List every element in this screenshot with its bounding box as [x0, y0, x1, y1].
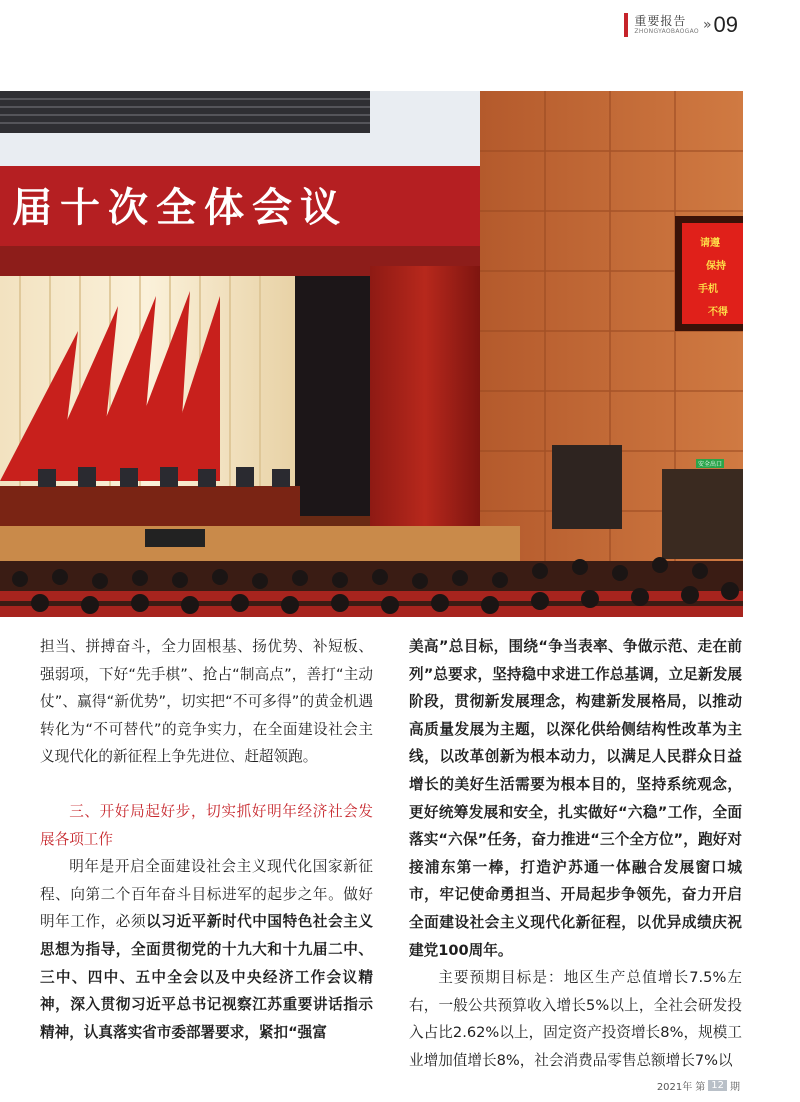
footer-year: 2021年	[656, 1082, 693, 1093]
paragraph	[40, 853, 373, 1046]
section-title: 重要报告	[634, 14, 687, 28]
page-footer	[657, 1078, 740, 1093]
exit-sign: 安全出口	[698, 461, 723, 468]
section-pinyin: ZHONGYAOBAOGAO	[634, 28, 699, 35]
screen-line-2: 保持	[706, 261, 726, 272]
screen-line-1: 请遵	[700, 238, 720, 249]
screen-line-3: 手机	[698, 284, 718, 295]
banner-text: 届十次全体会议	[12, 185, 348, 231]
paragraph: 主要预期目标是：地区生产总值增长7.5%左右，一般公共预算收入增长5%以上，全社会研发投入占比2.62%以上，固定资产投资增长8%，规模工业增加值增长8%，社会消费品零售总额增长7%以	[409, 969, 742, 1069]
issue-number: 12	[708, 1080, 727, 1091]
paragraph-bold-text: 以习近平新时代中国特色社会主义思想为指导，全面贯彻党的十九大和十九届二中、三中、四中、五中全会以及中央经济工作会议精神，深入贯彻习近平总书记视察江苏重要讲话指示精神，认真落实省市委部署要求，紧扣“强富	[40, 913, 373, 1041]
double-chevron-icon: »	[702, 17, 712, 33]
section-heading: 三、开好局起好步，切实抓好明年经济社会发展各项工作	[40, 802, 373, 848]
paragraph-text: 明年是开启全面建设社会主义现代化国家新征程、向第二个百年奋斗目标进军的起步之年。做好明年工作，必须	[40, 858, 373, 931]
page-header	[624, 10, 738, 40]
footer-qi: 期	[730, 1082, 740, 1093]
footer-di: 第	[695, 1082, 706, 1093]
page-number: 09	[713, 12, 738, 37]
text-column-left	[40, 633, 373, 1046]
paragraph: 美高”总目标，围绕“争当表率、争做示范、走在前列”总要求，坚持稳中求进工作总基调，立足新发展阶段，贯彻新发展理念，构建新发展格局，以推动高质量发展为主题，以深化供给侧结构性改革为主线，以改革创新为根本动力，以满足人民群众日益增长的美好生活需要为根本目的，坚持系统观念，更好统筹发展和安全，扎实做好“六稳”工作，全面落实“六保”任务，奋力推进“三个全方位”，跑好对接浦东第一棒，打造沪苏通一体融合发展窗口城市，牢记使命勇担当、开局起步争领先，奋力开启全面建设社会主义现代化新征程，以优异成绩庆祝建党100周年。	[409, 638, 742, 959]
paragraph: 担当、拼搏奋斗，全力固根基、扬优势、补短板、强弱项，下好“先手棋”、抢占“制高点”，善打“主动仗”、赢得“新优势”，切实把“不可多得”的黄金机遇转化为“不可替代”的竞争实力，在全面建设社会主义现代化的新征程上争先进位、赶超领跑。	[40, 638, 373, 766]
text-column-right	[409, 633, 742, 1075]
conference-photo	[0, 91, 743, 617]
header-accent-bar	[624, 13, 628, 37]
screen-line-4: 不得	[708, 307, 728, 318]
section-label	[634, 15, 699, 35]
